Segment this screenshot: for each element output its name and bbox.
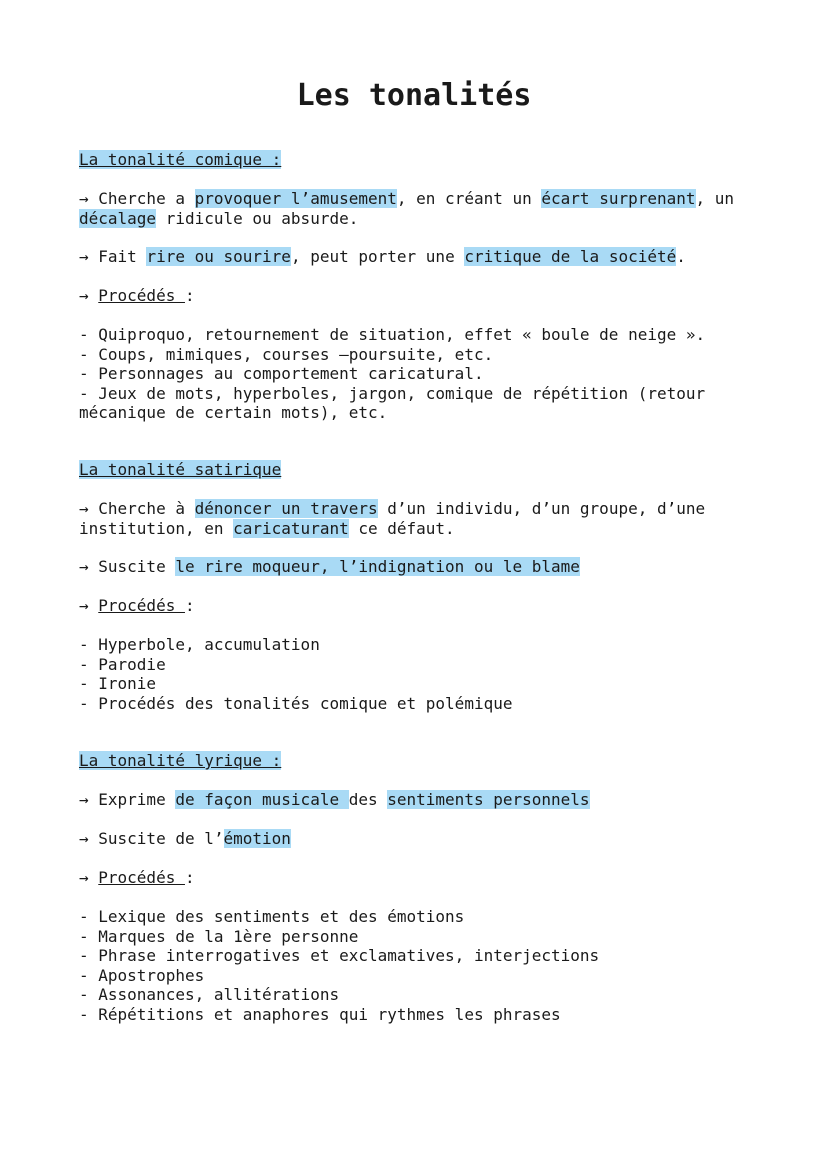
text: ridicule ou absurde. <box>156 208 359 228</box>
list-item: - Parodie <box>79 654 166 674</box>
comique-paragraph-2 <box>79 247 759 267</box>
list-item: - Phrase interrogatives et exclamatives, interjections <box>79 946 600 965</box>
comique-paragraph-1 <box>79 189 759 228</box>
procedes-text: Procédés <box>98 868 185 887</box>
highlight: de façon musicale <box>175 790 349 809</box>
colon-text: : <box>184 596 195 615</box>
procedes-text: Procédés <box>98 286 185 305</box>
text: d’un individu, d’un groupe, d’une <box>377 499 706 518</box>
heading-text: La tonalité comique : <box>79 150 282 169</box>
list-item: - Marques de la 1ère personne <box>79 926 359 946</box>
text: , un <box>695 189 735 208</box>
list-item: - Répétitions et anaphores qui rythmes les phrases <box>79 1004 561 1024</box>
highlight: dénoncer un travers <box>194 499 378 518</box>
text: , en créant un <box>396 189 542 208</box>
highlight: sentiments personnels <box>387 790 590 809</box>
lyrique-procedes-list <box>79 907 759 1024</box>
highlight: provoquer l’amusement <box>194 189 397 208</box>
comique-procedes-list <box>79 325 759 423</box>
highlight: écart surprenant <box>541 189 696 208</box>
text: , peut porter une <box>290 247 465 266</box>
list-item: - Assonances, allitérations <box>79 985 340 1004</box>
list-item: - Coups, mimiques, courses –poursuite, etc. <box>79 344 494 364</box>
list-item: - Hyperbole, accumulation <box>79 635 320 654</box>
section-heading-comique <box>79 150 759 170</box>
text: institution, en <box>79 518 234 538</box>
procedes-text: Procédés <box>98 596 185 615</box>
satirique-procedes-label <box>79 596 759 616</box>
highlight: caricaturant <box>233 518 349 538</box>
lyrique-paragraph-2 <box>79 829 759 849</box>
section-heading-lyrique <box>79 751 759 771</box>
list-item: - Lexique des sentiments et des émotions <box>79 907 465 926</box>
colon-text: : <box>184 286 195 305</box>
heading-text: La tonalité satirique <box>79 460 282 479</box>
list-item: - Personnages au comportement caricatural. <box>79 364 484 383</box>
lyrique-procedes-label <box>79 868 759 888</box>
list-item: mécanique de certain mots), etc. <box>79 403 388 422</box>
text: ce défaut. <box>348 518 455 538</box>
satirique-procedes-list <box>79 635 759 713</box>
heading-text: La tonalité lyrique : <box>79 751 282 770</box>
comique-procedes-label <box>79 286 759 306</box>
list-item: - Quiproquo, retournement de situation, effet « boule de neige ». <box>79 325 706 344</box>
section-heading-satirique <box>79 460 759 480</box>
text: → Suscite de l’ <box>79 829 224 848</box>
list-item: - Procédés des tonalités comique et polémique <box>79 693 513 713</box>
satirique-paragraph-1 <box>79 499 759 538</box>
list-item: - Ironie <box>79 674 157 693</box>
arrow-text: → <box>79 868 99 887</box>
arrow-text: → <box>79 286 99 305</box>
page-title: Les tonalités <box>296 78 532 113</box>
lyrique-paragraph-1 <box>79 790 759 810</box>
list-item: - Apostrophes <box>79 965 205 985</box>
list-item: - Jeux de mots, hyperboles, jargon, comique de répétition (retour <box>79 383 706 403</box>
text: → Cherche à <box>79 499 195 518</box>
text: → Suscite <box>79 557 176 576</box>
highlight: décalage <box>79 208 157 228</box>
text: → Exprime <box>79 790 176 809</box>
highlight: émotion <box>223 829 291 848</box>
highlight: le rire moqueur, l’indignation ou le blame <box>175 557 580 576</box>
arrow-text: → <box>79 596 99 615</box>
satirique-paragraph-2 <box>79 557 759 577</box>
highlight: critique de la société <box>464 247 677 266</box>
text: . <box>676 247 686 266</box>
colon-text: : <box>184 868 195 887</box>
highlight: rire ou sourire <box>146 247 291 266</box>
text: → Cherche a <box>79 189 195 208</box>
text: → Fait <box>79 247 147 266</box>
text: des <box>348 790 388 809</box>
